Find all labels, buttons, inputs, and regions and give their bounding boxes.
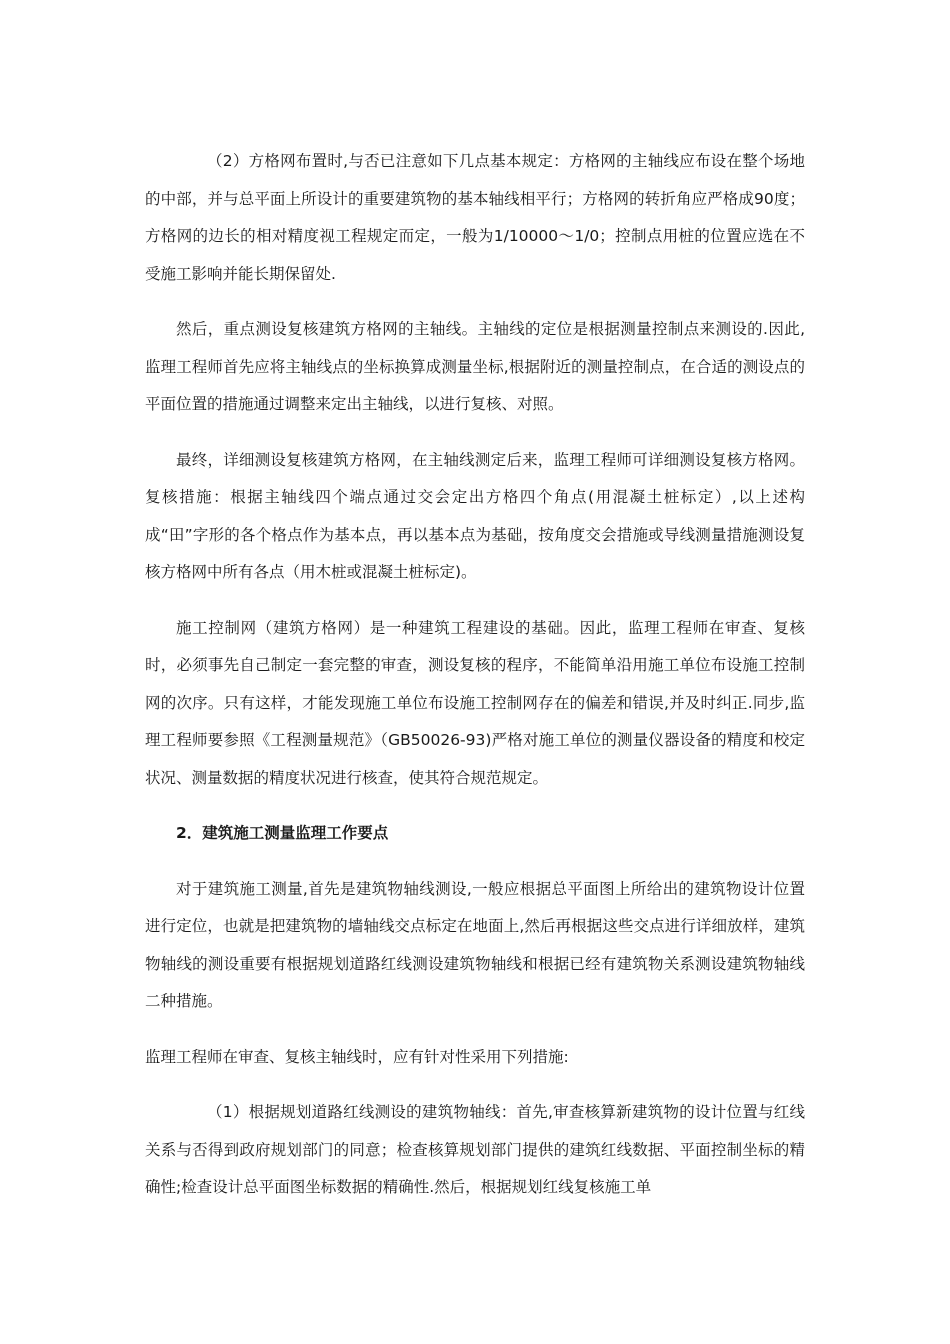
paragraph-control-network: 施工控制网（建筑方格网）是一种建筑工程建设的基础。因此，监理工程师在审查、复核时，必须事先自己制定一套完整的审查，测设复核的程序，不能简单沿用施工单位布设施工控制网的次序。只有这样，才能发现施工单位布设施工控制网存在的偏差和错误,并及时纠正.同步,监理工程师要参照《工程测量规范》（GB50026-93)严格对施工单位的测量仪器设备的精度和校定状况、测量数据的精度状况进行核查，使其符合规范规定。: [145, 618, 805, 787]
section-heading: 2．建筑施工测量监理工作要点: [176, 824, 389, 842]
paragraph-red-line-method: （1）根据规划道路红线测设的建筑物轴线：首先,审查核算新建筑物的设计位置与红线关系与否得到政府规划部门的同意；检查核算规划部门提供的建筑红线数据、平面控制坐标的精确性;检查设计总平面图坐标数据的精确性.然后，根据规划红线复核施工单: [145, 1103, 805, 1196]
paragraph-review-measures: 监理工程师在审查、复核主轴线时，应有针对性采用下列措施:: [145, 1047, 569, 1066]
paragraph-building-axis: 对于建筑施工测量,首先是建筑物轴线测设,一般应根据总平面图上所给出的建筑物设计位置进行定位，也就是把建筑物的墙轴线交点标定在地面上,然后再根据这些交点进行详细放样，建筑物轴线的测设重要有根据规划道路红线测设建筑物轴线和根据已经有建筑物关系测设建筑物轴线二种措施。: [145, 879, 805, 1010]
paragraph-grid-detail-survey: 最终，详细测设复核建筑方格网，在主轴线测定后来，监理工程师可详细测设复核方格网。复核措施：根据主轴线四个端点通过交会定出方格四个角点(用混凝土桩标定）,以上述构成“田”字形的各个格点作为基本点，再以基本点为基础，按角度交会措施或导线测量措施测设复核方格网中所有各点（用木桩或混凝土桩标定)。: [145, 450, 805, 581]
document-body: [145, 143, 805, 1207]
paragraph-main-axis-survey: 然后，重点测设复核建筑方格网的主轴线。主轴线的定位是根据测量控制点来测设的.因此,监理工程师首先应将主轴线点的坐标换算成测量坐标,根据附近的测量控制点，在合适的测设点的平面位置的措施通过调整来定出主轴线，以进行复核、对照。: [145, 320, 805, 413]
paragraph-grid-layout-rules: （2）方格网布置时,与否已注意如下几点基本规定：方格网的主轴线应布设在整个场地的中部，并与总平面上所设计的重要建筑物的基本轴线相平行；方格网的转折角应严格成90度；方格网的边长的相对精度视工程规定而定，一般为1/10000～1/0；控制点用桩的位置应选在不受施工影响并能长期保留处.: [145, 152, 805, 283]
